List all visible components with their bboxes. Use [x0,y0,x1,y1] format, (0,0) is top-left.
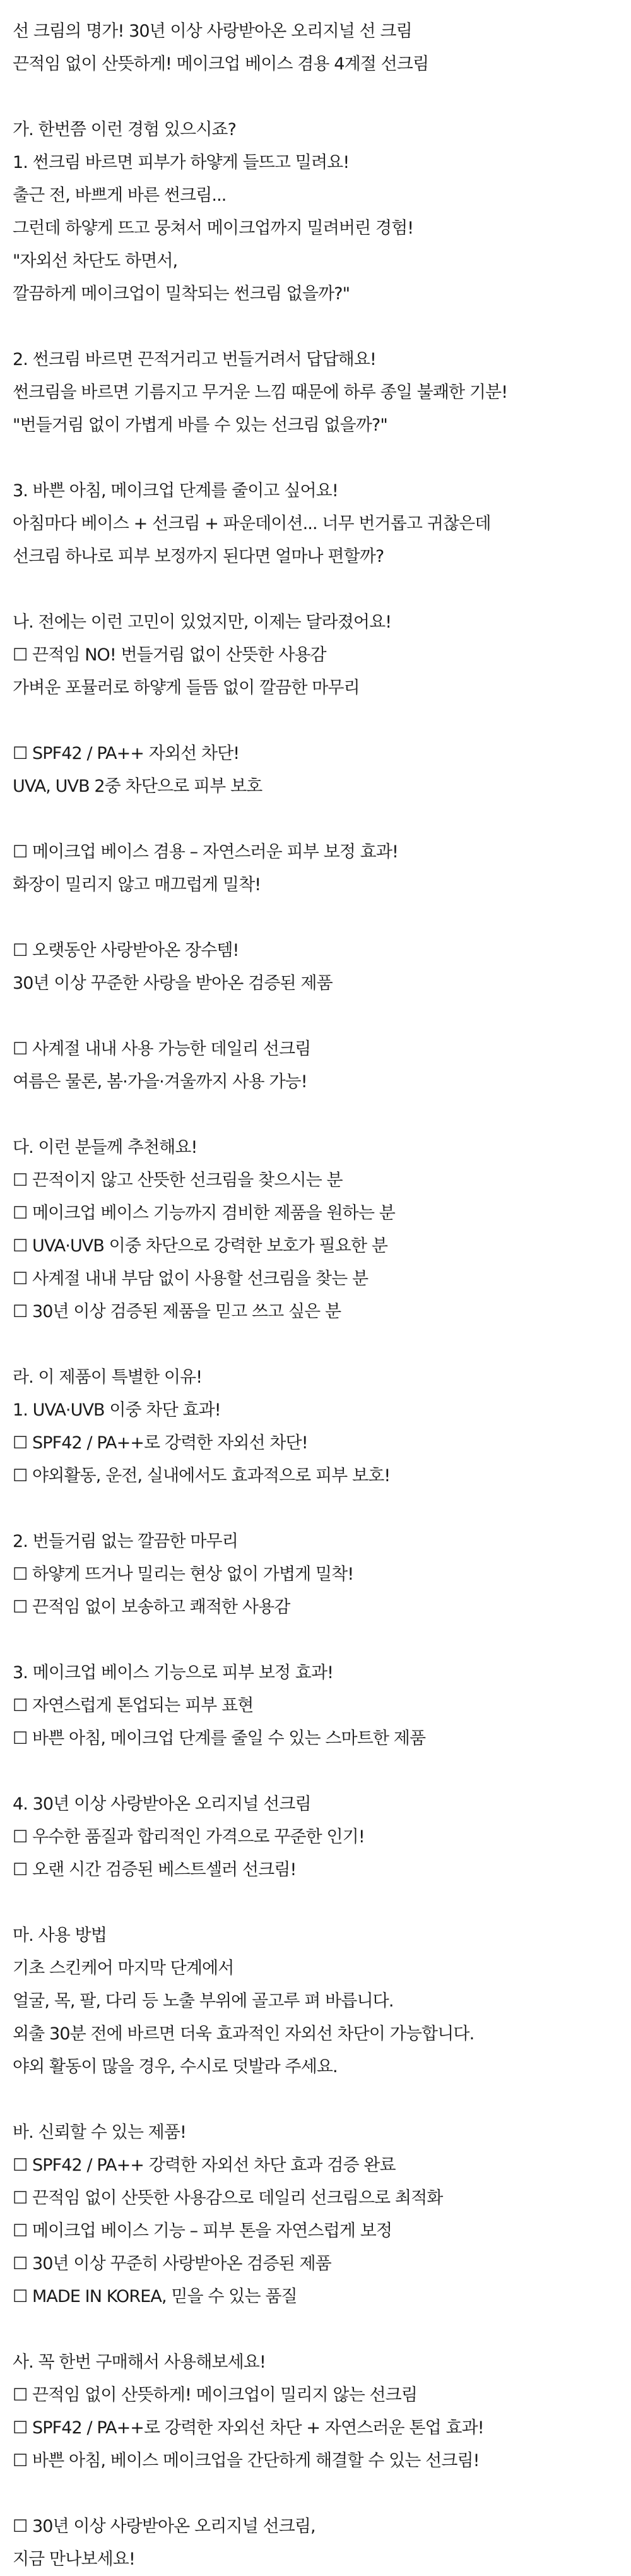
blank-line [13,705,618,737]
subsection-heading: 2. 번들거림 없는 깔끔한 마무리 [13,1532,238,1551]
text-line: 선크림 하나로 피부 보정까지 된다면 얼마나 편할까? [13,547,384,566]
checkbox-list-item: ☐ 야외활동, 운전, 실내에서도 효과적으로 피부 보호! [13,1466,391,1486]
text-line: 가벼운 포뮬러로 하얗게 들뜸 없이 깔끔한 마무리 [13,678,360,698]
section-heading: 사. 꼭 한번 구매해서 사용해보세요! [13,2352,266,2372]
checkbox-list-item: ☐ 오랜 시간 검증된 베스트셀러 선크림! [13,1860,297,1880]
checkbox-list-item: ☐ 끈적이지 않고 산뜻한 선크림을 찾으시는 분 [13,1171,343,1190]
blank-line [13,573,618,606]
checkbox-list-item: ☐ 30년 이상 사랑받아온 오리지널 선크림, [13,2517,316,2536]
text-line: 화장이 밀리지 않고 매끄럽게 밀착! [13,875,261,895]
blank-line [13,311,618,343]
blank-line [13,1493,618,1525]
text-line: 선 크림의 명가! 30년 이상 사랑받아온 오리지널 선 크림 [13,21,412,41]
text-line: 여름은 물론, 봄·가을·겨울까지 사용 가능! [13,1072,307,1092]
section-heading: 나. 전에는 이런 고민이 있었지만, 이제는 달라졌어요! [13,612,392,632]
checkbox-list-item: ☐ 끈적임 없이 산뜻하게! 메이크업이 밀리지 않는 선크림 [13,2385,418,2405]
checkbox-list-item: ☐ 자연스럽게 톤업되는 피부 표현 [13,1696,254,1715]
subsection-heading: 1. 썬크림 바르면 피부가 하얗게 들뜨고 밀려요! [13,153,350,172]
text-line: 그런데 하얗게 뜨고 뭉쳐서 메이크업까지 밀려버린 경험! [13,218,414,238]
blank-line [13,2478,618,2510]
subsection-heading: 3. 바쁜 아침, 메이크업 단계를 줄이고 싶어요! [13,481,338,501]
text-line: "번들거림 없이 가볍게 바를 수 있는 선크림 없을까?" [13,415,387,435]
text-line: 출근 전, 바쁘게 바른 썬크림... [13,186,227,205]
section-heading: 라. 이 제품이 특별한 이유! [13,1368,203,1387]
checkbox-list-item: ☐ 메이크업 베이스 기능까지 겸비한 제품을 원하는 분 [13,1203,395,1223]
checkbox-list-item: ☐ 30년 이상 꾸준히 사랑받아온 검증된 제품 [13,2254,331,2274]
subsection-heading: 4. 30년 이상 사랑받아온 오리지널 선크림 [13,1794,311,1814]
text-line: 야외 활동이 많을 경우, 수시로 덧발라 주세요. [13,2057,338,2077]
section-heading: 가. 한번쯤 이런 경험 있으시죠? [13,120,237,140]
blank-line [13,902,618,934]
checkbox-list-item: ☐ 사계절 내내 부담 없이 사용할 선크림을 찾는 분 [13,1269,369,1289]
checkbox-list-item: ☐ 바쁜 아침, 메이크업 단계를 줄일 수 있는 스마트한 제품 [13,1729,426,1748]
checkbox-list-item: ☐ 사계절 내내 사용 가능한 데일리 선크림 [13,1039,311,1059]
blank-line [13,442,618,475]
checkbox-list-item: ☐ SPF42 / PA++로 강력한 자외선 차단! [13,1433,308,1453]
checkbox-list-item: ☐ SPF42 / PA++ 강력한 자외선 차단 효과 검증 완료 [13,2156,396,2175]
blank-line [13,1624,618,1657]
subsection-heading: 3. 메이크업 베이스 기능으로 피부 보정 효과! [13,1663,334,1683]
checkbox-list-item: ☐ 30년 이상 검증된 제품을 믿고 쓰고 싶은 분 [13,1302,341,1321]
text-line: 얼굴, 목, 팔, 다리 등 노출 부위에 골고루 펴 바릅니다. [13,1991,394,2011]
text-line: 지금 만나보세요! [13,2549,135,2569]
checkbox-list-item: ☐ 하얗게 뜨거나 밀리는 현상 없이 가볍게 밀착! [13,1565,354,1584]
subsection-heading: 2. 썬크림 바르면 끈적거리고 번들거려서 답답해요! [13,350,376,369]
blank-line [13,81,618,114]
checkbox-list-item: ☐ SPF42 / PA++ 자외선 차단! [13,744,240,763]
blank-line [13,1887,618,1919]
checkbox-list-item: ☐ 끈적임 없이 산뜻한 사용감으로 데일리 선크림으로 최적화 [13,2188,443,2208]
section-heading: 다. 이런 분들께 추천해요! [13,1138,198,1157]
checkbox-list-item: ☐ 우수한 품질과 합리적인 가격으로 꾸준한 인기! [13,1827,365,1847]
blank-line [13,2084,618,2116]
text-line: 외출 30분 전에 바르면 더욱 효과적인 자외선 차단이 가능합니다. [13,2024,475,2044]
blank-line [13,803,618,836]
section-heading: 바. 신뢰할 수 있는 제품! [13,2123,186,2142]
subsection-heading: 1. UVA·UVB 이중 차단 효과! [13,1400,221,1420]
checkbox-list-item: ☐ 바쁜 아침, 베이스 메이크업을 간단하게 해결할 수 있는 선크림! [13,2451,480,2471]
checkbox-list-item: ☐ 메이크업 베이스 겸용 – 자연스러운 피부 보정 효과! [13,842,398,862]
text-line: 기초 스킨케어 마지막 단계에서 [13,1959,234,1978]
checkbox-list-item: ☐ UVA·UVB 이중 차단으로 강력한 보호가 필요한 분 [13,1236,388,1256]
checkbox-list-item: ☐ 오랫동안 사랑받아온 장수템! [13,941,239,960]
checkbox-list-item: ☐ MADE IN KOREA, 믿을 수 있는 품질 [13,2287,297,2306]
section-heading: 마. 사용 방법 [13,1926,107,1945]
blank-line [13,1328,618,1361]
text-line: 아침마다 베이스 + 선크림 + 파운데이션... 너무 번거롭고 귀찮은데 [13,514,491,534]
text-line: 깔끔하게 메이크업이 밀착되는 썬크림 없을까?" [13,284,350,304]
checkbox-list-item: ☐ 끈적임 없이 보송하고 쾌적한 사용감 [13,1597,290,1617]
text-line: 썬크림을 바르면 기름지고 무거운 느낌 때문에 하루 종일 불쾌한 기분! [13,383,508,402]
blank-line [13,1755,618,1788]
blank-line [13,1000,618,1033]
blank-line [13,2313,618,2346]
text-line: "자외선 차단도 하면서, [13,251,178,271]
text-line: 30년 이상 꾸준한 사랑을 받아온 검증된 제품 [13,974,333,993]
checkbox-list-item: ☐ SPF42 / PA++로 강력한 자외선 차단 + 자연스러운 톤업 효과! [13,2418,484,2438]
blank-line [13,1099,618,1131]
text-line: UVA, UVB 2중 차단으로 피부 보호 [13,777,262,796]
checkbox-list-item: ☐ 메이크업 베이스 기능 – 피부 톤을 자연스럽게 보정 [13,2221,392,2241]
text-line: 끈적임 없이 산뜻하게! 메이크업 베이스 겸용 4계절 선크림 [13,54,429,74]
checkbox-list-item: ☐ 끈적임 NO! 번들거림 없이 산뜻한 사용감 [13,645,326,665]
